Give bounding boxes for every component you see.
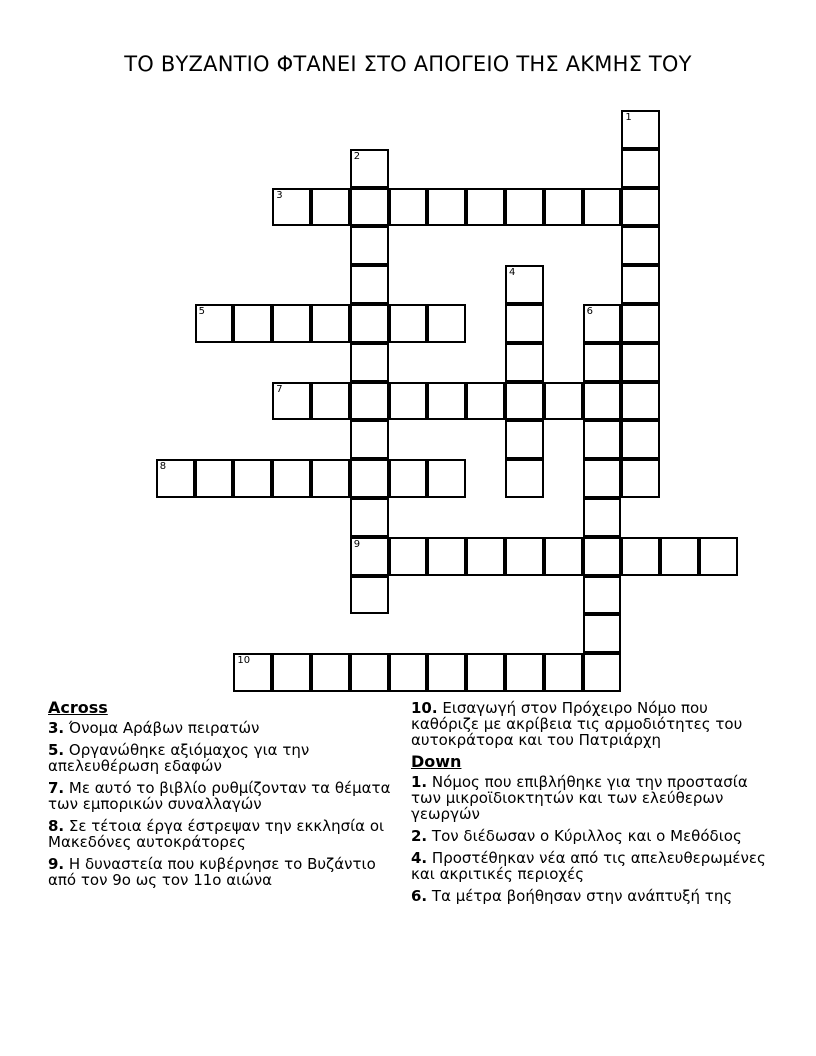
clue-down-2	[411, 828, 771, 844]
cell-number: 5	[198, 306, 205, 317]
grid-cell	[699, 537, 738, 576]
clue-across-9	[48, 856, 398, 888]
grid-cell	[621, 149, 660, 188]
grid-cell	[156, 459, 195, 498]
clue-text: Όνομα Αράβων πειρατών	[68, 719, 260, 737]
grid-cell	[466, 653, 505, 692]
cell-number: 6	[586, 306, 593, 317]
grid-cell	[544, 382, 583, 421]
grid-cell	[389, 459, 428, 498]
grid-cell	[311, 382, 350, 421]
clue-text: Τον διέδωσαν ο Κύριλλος και ο Μεθόδιος	[431, 827, 742, 845]
grid-cell	[583, 304, 622, 343]
grid-cell	[272, 382, 311, 421]
grid-cell	[583, 614, 622, 653]
grid-cell	[272, 304, 311, 343]
grid-cell	[621, 265, 660, 304]
grid-cell	[583, 498, 622, 537]
clues-right-column	[411, 700, 771, 910]
grid-cell	[350, 304, 389, 343]
grid-cell	[466, 188, 505, 227]
clue-across-8	[48, 818, 398, 850]
clue-text: Η δυναστεία που κυβέρνησε το Βυζάντιο από τον 9ο ως τον 11ο αιώνα	[48, 855, 376, 889]
cell-number: 7	[276, 383, 283, 395]
clue-number: 5.	[48, 741, 65, 759]
cell-number: 4	[509, 267, 516, 279]
clue-number: 2.	[411, 827, 428, 845]
grid-cell	[621, 304, 660, 343]
grid-cell	[272, 459, 311, 498]
cell-number: 2	[353, 150, 361, 162]
grid-cell	[389, 188, 428, 227]
grid-cell	[621, 382, 660, 421]
grid-cell	[621, 420, 660, 459]
grid-cell	[195, 304, 234, 343]
clue-down-4	[411, 850, 771, 882]
cell-number: 10	[237, 655, 251, 667]
clue-text: Με αυτό το βιβλίο ρυθμίζονταν τα θέματα των εμπορικών συναλλαγών	[48, 779, 391, 813]
grid-cell	[350, 653, 389, 692]
grid-cell	[389, 537, 428, 576]
grid-cell	[660, 537, 699, 576]
clue-number: 3.	[48, 719, 65, 737]
clue-across-10	[411, 700, 771, 748]
grid-cell	[466, 382, 505, 421]
grid-cell	[350, 459, 389, 498]
grid-cell	[350, 537, 389, 576]
clue-across-3	[48, 720, 398, 736]
grid-cell	[233, 653, 272, 692]
grid-cell	[621, 226, 660, 265]
grid-cell	[311, 304, 350, 343]
grid-cell	[583, 459, 622, 498]
clue-number: 1.	[411, 773, 428, 791]
grid-cell	[621, 188, 660, 227]
grid-cell	[350, 265, 389, 304]
grid-cell	[505, 537, 544, 576]
grid-cell	[466, 537, 505, 576]
clue-number: 9.	[48, 855, 65, 873]
grid-cell	[427, 304, 466, 343]
clue-text: Τα μέτρα βοήθησαν στην ανάπτυξή της	[431, 887, 733, 905]
grid-cell	[350, 382, 389, 421]
grid-cell	[583, 188, 622, 227]
down-heading: Down	[411, 752, 462, 771]
grid-cell	[583, 420, 622, 459]
clue-down-1	[411, 774, 771, 822]
grid-cell	[311, 459, 350, 498]
clue-number: 7.	[48, 779, 65, 797]
grid-cell	[427, 459, 466, 498]
clue-text: Σε τέτοια έργα έστρεψαν την εκκλησία οι Μακεδόνες αυτοκράτορες	[48, 817, 385, 851]
clue-number: 10.	[411, 699, 438, 717]
grid-cell	[505, 420, 544, 459]
grid-cell	[350, 576, 389, 615]
clue-number: 8.	[48, 817, 65, 835]
grid-cell	[544, 537, 583, 576]
grid-cell	[583, 343, 622, 382]
grid-cell	[621, 343, 660, 382]
grid-cell	[195, 459, 234, 498]
cell-number: 9	[353, 538, 361, 550]
grid-cell	[311, 653, 350, 692]
cell-number: 8	[159, 461, 167, 473]
grid-cell	[505, 343, 544, 382]
grid-cell	[389, 653, 428, 692]
grid-cell	[272, 188, 311, 227]
grid-cell	[583, 382, 622, 421]
clue-text: Προστέθηκαν νέα από τις απελευθερωμένες και ακριτικές περιοχές	[411, 849, 766, 883]
clue-number: 6.	[411, 887, 428, 905]
clue-number: 4.	[411, 849, 428, 867]
clue-text: Εισαγωγή στον Πρόχειρο Νόμο που καθόριζε με ακρίβεια τις αρμοδιότητες του αυτοκράτορα και του Πατριάρχη	[411, 699, 743, 749]
clues-left-column	[48, 700, 398, 894]
grid-cell	[505, 382, 544, 421]
grid-cell	[350, 420, 389, 459]
grid-cell	[544, 653, 583, 692]
grid-cell	[389, 382, 428, 421]
across-heading: Across	[48, 698, 108, 717]
grid-cell	[427, 537, 466, 576]
grid-cell	[350, 343, 389, 382]
grid-cell	[505, 459, 544, 498]
clue-text: Νόμος που επιβλήθηκε για την προστασία των μικροϊδιοκτητών και των ελεύθερων γεωργών	[411, 773, 748, 823]
grid-cell	[583, 653, 622, 692]
grid-cell	[621, 110, 660, 149]
grid-cell	[311, 188, 350, 227]
grid-cell	[427, 382, 466, 421]
grid-cell	[583, 537, 622, 576]
grid-cell	[427, 653, 466, 692]
clue-across-7	[48, 780, 398, 812]
grid-cell	[350, 188, 389, 227]
grid-cell	[427, 188, 466, 227]
cell-number: 3	[276, 189, 283, 201]
grid-cell	[583, 576, 622, 615]
grid-cell	[350, 149, 389, 188]
grid-cell	[505, 265, 544, 304]
grid-cell	[233, 459, 272, 498]
grid-cell	[621, 537, 660, 576]
grid-cell	[233, 304, 272, 343]
grid-cell	[505, 653, 544, 692]
page-title: ΤΟ ΒΥΖΑΝΤΙΟ ΦΤΑΝΕΙ ΣΤΟ ΑΠΟΓΕΙΟ ΤΗΣ ΑΚΜΗΣ ΤΟΥ	[124, 52, 692, 76]
grid-cell	[544, 188, 583, 227]
clue-down-6	[411, 888, 771, 904]
cell-number: 1	[625, 112, 632, 123]
grid-cell	[621, 459, 660, 498]
grid-cell	[505, 188, 544, 227]
clue-across-5	[48, 742, 398, 774]
grid-cell	[389, 304, 428, 343]
clue-text: Οργανώθηκε αξιόμαχος για την απελευθέρωση εδαφών	[48, 741, 310, 775]
grid-cell	[505, 304, 544, 343]
grid-cell	[272, 653, 311, 692]
grid-cell	[350, 226, 389, 265]
grid-cell	[350, 498, 389, 537]
